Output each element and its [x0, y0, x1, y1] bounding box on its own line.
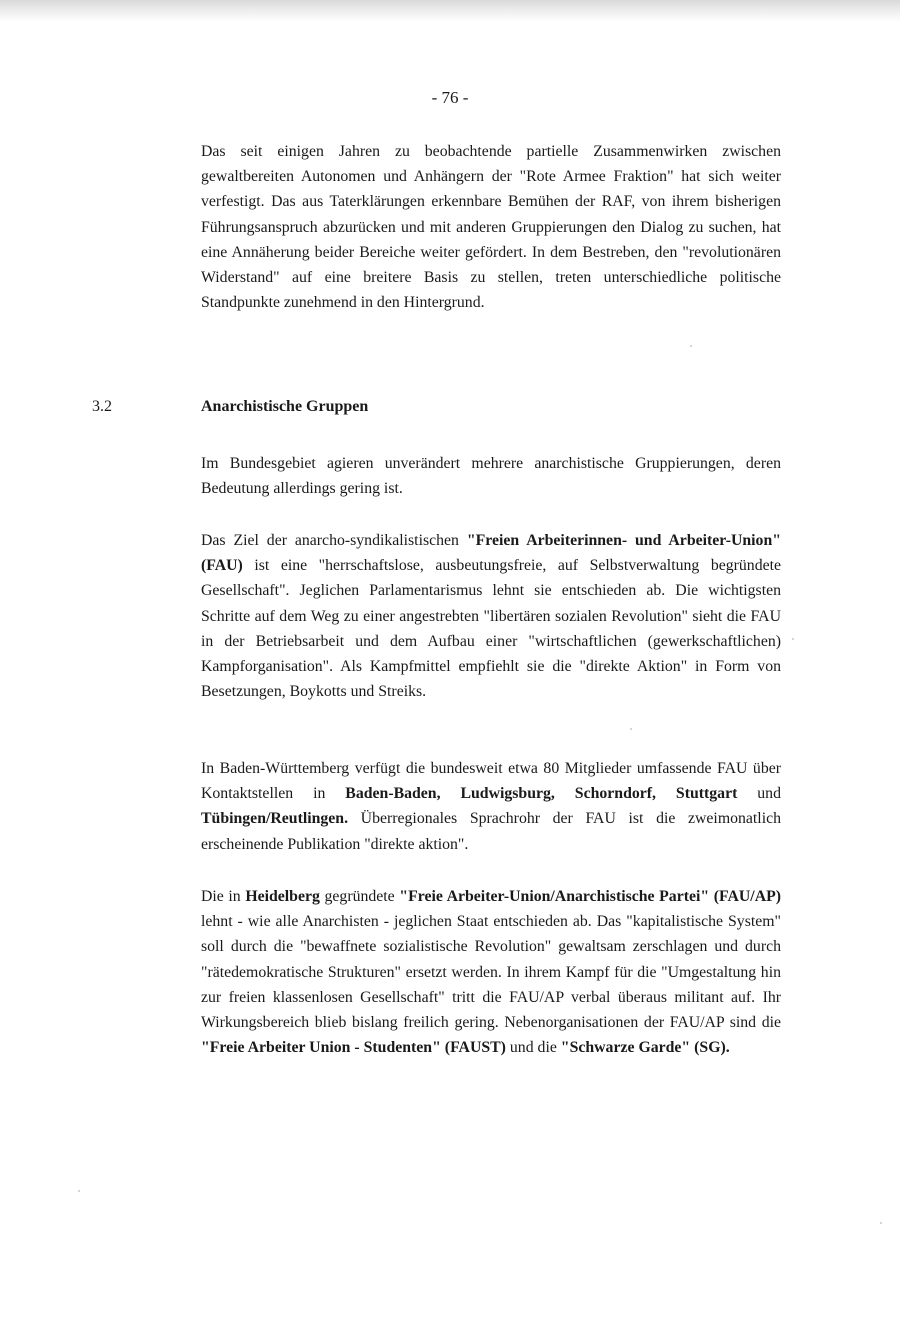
scan-speck	[792, 638, 794, 640]
paragraph-fau-ap	[201, 884, 781, 1060]
scan-edge-shadow	[0, 0, 900, 22]
city-heidelberg: Heidelberg	[245, 888, 320, 905]
scan-speck	[630, 728, 632, 730]
intro-paragraph: Das seit einigen Jahren zu beobachtende partielle Zusammenwirken zwischen gewaltbereiten Autonomen und Anhängern der "Rote Armee Fraktion" hat sich weiter verfestigt. Das aus Taterklärungen erkennbare Bemühen der RAF, von ihrem bisherigen Führungsanspruch abzurücken und mit anderen Gruppierungen den Dialog zu suchen, hat eine Annäherung beider Bereiche weiter gefördert. In dem Bestreben, den "revolutionären Widerstand" auf eine breitere Basis zu stellen, treten unterschiedliche politische Standpunkte zunehmend in den Hintergrund.	[201, 143, 781, 312]
text-span: ist eine "herrschaftslose, ausbeutungsfreie, auf Selbstverwaltung begründete Gesellschaft". Jeglichen Parlamentarismus lehnt sie entschieden ab. Die wichtigsten Schritte auf dem Weg zu einer angestrebten "libertären sozialen Revolution" sieht die FAU in der Betriebsarbeit und dem Aufbau einer "wirtschaftlichen (gewerkschaftlichen) Kampforganisation". Als Kampfmittel empfiehlt sie die "direkte Aktion" in Form von Besetzungen, Boykotts und Streiks.	[201, 557, 781, 701]
text-span: In Baden-Württemberg verfügt die bundesweit etwa 80 Mitglieder umfassende FAU über Kontaktstellen in	[201, 760, 781, 803]
text-span: gegründete	[319, 888, 400, 905]
fau-locations: Baden-Baden, Ludwigsburg, Schorndorf, Stuttgart	[345, 785, 738, 803]
text-span: Die in	[201, 888, 246, 905]
scan-speck	[690, 345, 692, 347]
fau-location-tuebingen: Tübingen/Reutlingen.	[201, 810, 349, 828]
text-span: und	[737, 785, 781, 803]
paragraph-anarchist-groups: Im Bundesgebiet agieren unverändert mehrere anarchistische Gruppierungen, deren Bedeutung allerdings gering ist.	[201, 455, 781, 498]
text-span: Das Ziel der anarcho-syndikalistischen	[201, 532, 467, 549]
scan-speck	[880, 1222, 882, 1224]
org-name-faust: "Freie Arbeiter Union - Studenten" (FAUST)	[201, 1039, 506, 1057]
org-name-fau: "Freien Arbeiterinnen- und Arbeiter-Union" (FAU)	[201, 532, 781, 575]
text-span: und die	[505, 1039, 561, 1057]
paragraph-fau-goals	[201, 528, 781, 704]
scan-speck	[78, 1190, 80, 1192]
paragraph-fau-baden-wuerttemberg	[201, 756, 781, 857]
org-name-fau-ap: "Freie Arbeiter-Union/Anarchistische Partei" (FAU/AP)	[399, 888, 782, 905]
page-number: - 76 -	[431, 88, 469, 107]
text-span: Überregionales Sprachrohr der FAU ist die zweimonatlich erscheinende Publikation "direkte aktion".	[201, 810, 781, 853]
text-span: lehnt - wie alle Anarchisten - jeglichen Staat entschieden ab. Das "kapitalistische System" soll durch die "bewaffnete sozialistische Revolution" gewaltsam zerschlagen und durch "rätedemokratische Strukturen" ersetzt werden. In ihrem Kampf für die "Umgestaltung hin zur freien klassenlosen Gesellschaft" tritt die FAU/AP verbal überaus militant auf. Ihr Wirkungsbereich blieb bislang freilich gering. Nebenorganisationen der FAU/AP sind die	[201, 913, 781, 1032]
section-number: 3.2	[92, 398, 112, 415]
org-name-schwarze-garde: "Schwarze Garde" (SG).	[560, 1039, 730, 1057]
section-title: Anarchistische Gruppen	[201, 398, 369, 415]
